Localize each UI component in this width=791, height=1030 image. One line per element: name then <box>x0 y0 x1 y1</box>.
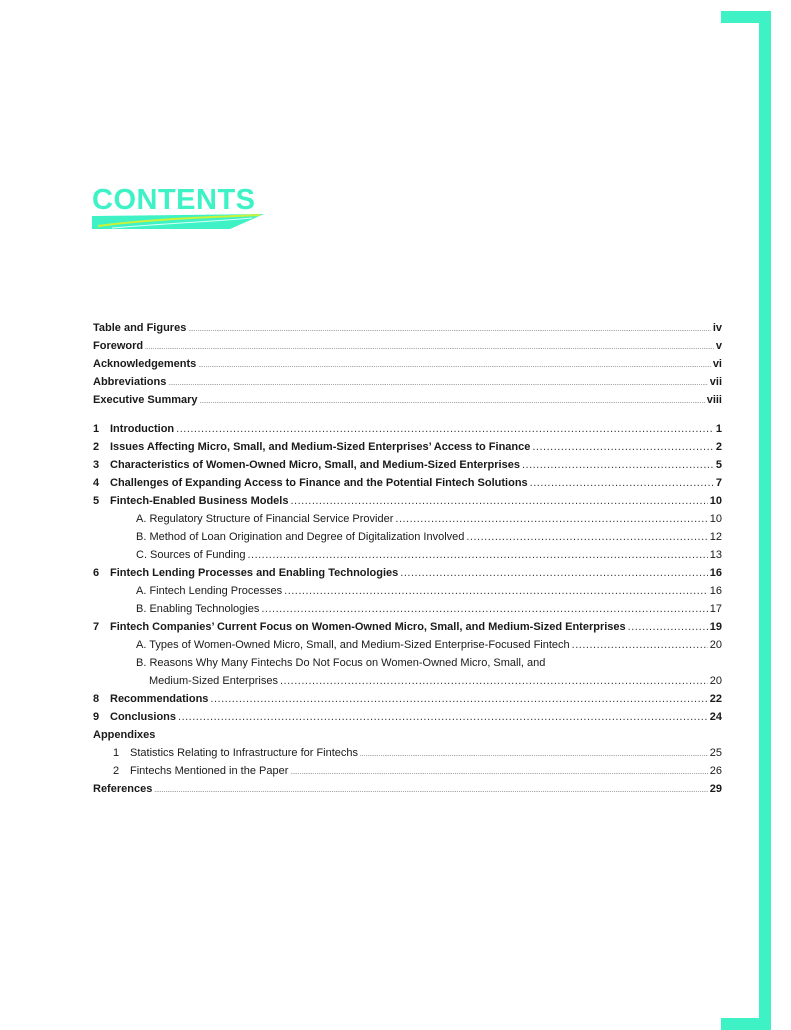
dot-leader <box>628 618 708 636</box>
toc-page-number: 26 <box>709 765 722 777</box>
toc-entry-label: B. Method of Loan Origination and Degree of Digitalization Involved <box>136 531 465 543</box>
toc-entry-references[interactable] <box>93 780 722 798</box>
toc-entry-foreword[interactable] <box>93 337 722 355</box>
toc-entry-label: Issues Affecting Micro, Small, and Medium-Sized Enterprises’ Access to Finance <box>110 441 531 453</box>
chapter-number: 8 <box>93 693 100 705</box>
toc-entry-label: Fintech-Enabled Business Models <box>110 495 289 507</box>
decorative-frame-bracket <box>721 11 771 1030</box>
title-underline-swoosh <box>92 213 264 230</box>
toc-section-7b-continued[interactable] <box>93 672 722 690</box>
chapter-number: 1 <box>93 423 100 435</box>
toc-chapter-3[interactable] <box>93 456 722 474</box>
chapter-number: 2 <box>93 441 100 453</box>
toc-entry-label: A. Regulatory Structure of Financial Service Provider <box>136 513 394 525</box>
toc-entry-label: Statistics Relating to Infrastructure for Fintechs <box>130 747 359 759</box>
dot-leader <box>530 474 714 492</box>
toc-entry-acknowledgements[interactable] <box>93 355 722 373</box>
dot-leader <box>188 319 711 339</box>
toc-page-number: 13 <box>709 549 722 561</box>
appendix-number: 2 <box>113 765 120 777</box>
toc-entry-executive-summary[interactable] <box>93 391 722 409</box>
toc-page-number: vi <box>712 358 722 370</box>
toc-page-number: 5 <box>715 459 722 471</box>
toc-entry-label: Conclusions <box>110 711 177 723</box>
toc-page-number: 20 <box>709 675 722 687</box>
toc-page-number: 7 <box>715 477 722 489</box>
dot-leader <box>145 337 714 357</box>
toc-entry-label: A. Types of Women-Owned Micro, Small, and Medium-Sized Enterprise-Focused Fintech <box>136 639 570 651</box>
toc-page-number: 24 <box>709 711 722 723</box>
toc-page-number: 29 <box>709 783 722 795</box>
chapter-number: 4 <box>93 477 100 489</box>
toc-appendixes-heading[interactable] <box>93 726 722 744</box>
toc-chapter-5[interactable] <box>93 492 722 510</box>
toc-chapter-2[interactable] <box>93 438 722 456</box>
toc-entry-abbreviations[interactable] <box>93 373 722 391</box>
dot-leader <box>210 690 707 708</box>
dot-leader <box>200 391 705 411</box>
dot-leader <box>400 564 707 582</box>
toc-chapter-7[interactable] <box>93 618 722 636</box>
chapter-number: 6 <box>93 567 100 579</box>
toc-section-5b[interactable] <box>93 528 722 546</box>
toc-section-5c[interactable] <box>93 546 722 564</box>
dot-leader <box>176 420 714 438</box>
toc-chapter-1[interactable] <box>93 420 722 438</box>
dot-leader <box>168 373 707 393</box>
chapter-number: 9 <box>93 711 100 723</box>
toc-page-number: 16 <box>709 567 722 579</box>
toc-page-number: 10 <box>709 513 722 525</box>
toc-page-number: 19 <box>709 621 722 633</box>
dot-leader <box>247 546 707 564</box>
toc-page-number: 2 <box>715 441 722 453</box>
toc-chapter-9[interactable] <box>93 708 722 726</box>
appendix-number: 1 <box>113 747 120 759</box>
toc-page-number: viii <box>706 394 722 406</box>
toc-entry-label: Characteristics of Women-Owned Micro, Small, and Medium-Sized Enterprises <box>110 459 520 471</box>
toc-page-number: vii <box>709 376 722 388</box>
toc-entry-label: A. Fintech Lending Processes <box>136 585 283 597</box>
dot-leader <box>290 492 707 510</box>
toc-entry-label: Medium-Sized Enterprises <box>149 675 278 687</box>
toc-entry-label: Fintech Lending Processes and Enabling Technologies <box>110 567 399 579</box>
toc-page-number: iv <box>712 322 722 334</box>
dot-leader <box>360 744 708 764</box>
toc-section-7b[interactable] <box>93 654 722 672</box>
dot-leader <box>198 355 711 375</box>
dot-leader <box>284 582 708 600</box>
toc-chapter-6[interactable] <box>93 564 722 582</box>
dot-leader <box>261 600 707 618</box>
toc-entry-label: Acknowledgements <box>93 358 197 370</box>
toc-entry-label: Recommendations <box>110 693 209 705</box>
toc-page-number: 20 <box>709 639 722 651</box>
toc-entry-label: Appendixes <box>93 729 156 741</box>
dot-leader <box>532 438 714 456</box>
dot-leader <box>522 456 714 474</box>
toc-section-6a[interactable] <box>93 582 722 600</box>
toc-entry-table-and-figures[interactable] <box>93 319 722 337</box>
chapter-number: 7 <box>93 621 100 633</box>
dot-leader <box>280 672 708 690</box>
toc-appendix-1[interactable] <box>93 744 722 762</box>
toc-page-number: 12 <box>709 531 722 543</box>
toc-entry-label: Fintech Companies’ Current Focus on Women-Owned Micro, Small, and Medium-Sized Enterprises <box>110 621 626 633</box>
toc-entry-label: Abbreviations <box>93 376 167 388</box>
toc-page-number: 22 <box>709 693 722 705</box>
toc-entry-label: Fintechs Mentioned in the Paper <box>130 765 289 777</box>
toc-page-number: v <box>715 340 722 352</box>
toc-section-7a[interactable] <box>93 636 722 654</box>
toc-appendix-2[interactable] <box>93 762 722 780</box>
toc-entry-label: Table and Figures <box>93 322 187 334</box>
toc-chapter-8[interactable] <box>93 690 722 708</box>
toc-page-number: 16 <box>709 585 722 597</box>
toc-page-number: 17 <box>709 603 722 615</box>
toc-entry-label: Foreword <box>93 340 144 352</box>
dot-leader <box>290 762 707 782</box>
toc-section-5a[interactable] <box>93 510 722 528</box>
toc-entry-label: C. Sources of Funding <box>136 549 246 561</box>
toc-entry-label: Introduction <box>110 423 175 435</box>
toc-entry-label: Executive Summary <box>93 394 198 406</box>
dot-leader <box>395 510 707 528</box>
dot-leader <box>154 780 707 800</box>
chapter-number: 3 <box>93 459 100 471</box>
toc-chapter-4[interactable] <box>93 474 722 492</box>
toc-page-number: 25 <box>709 747 722 759</box>
toc-entry-label: References <box>93 783 153 795</box>
page-title: CONTENTS <box>92 184 256 216</box>
toc-page-number: 1 <box>715 423 722 435</box>
toc-page-number: 10 <box>709 495 722 507</box>
dot-leader <box>178 708 708 726</box>
toc-entry-label: B. Reasons Why Many Fintechs Do Not Focus on Women-Owned Micro, Small, and <box>136 657 546 669</box>
toc-entry-label: B. Enabling Technologies <box>136 603 260 615</box>
dot-leader <box>466 528 707 546</box>
toc-entry-label: Challenges of Expanding Access to Finance and the Potential Fintech Solutions <box>110 477 528 489</box>
dot-leader <box>572 636 708 654</box>
toc-section-6b[interactable] <box>93 600 722 618</box>
chapter-number: 5 <box>93 495 100 507</box>
table-of-contents <box>93 319 722 798</box>
